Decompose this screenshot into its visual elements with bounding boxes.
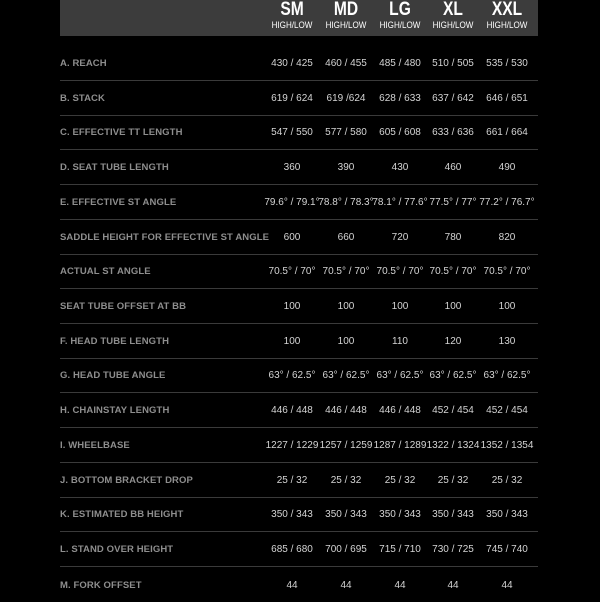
table-row [60,359,538,394]
row-label: G. HEAD TUBE ANGLE [60,370,166,382]
table-cell: 44 [340,579,352,591]
size-column-md [319,0,373,31]
table-cell: 1322 / 1324 [426,439,480,451]
table-row [60,36,538,81]
size-column-xl [426,0,480,31]
table-cell: 1352 / 1354 [480,439,534,451]
row-label: I. WHEELBASE [60,439,130,451]
table-cell: 100 [283,335,301,347]
table-row [60,150,538,185]
table-cell: 1287 / 1289 [373,439,427,451]
table-cell: 1257 / 1259 [319,439,373,451]
table-cell: 100 [391,301,409,313]
geometry-table [60,0,538,602]
table-row [60,81,538,116]
table-cell: 70.5° / 70° [376,266,424,278]
table-cell: 452 / 454 [486,405,528,417]
table-cell: 63° / 62.5° [268,370,316,382]
table-cell: 350 / 343 [432,509,474,521]
table-cell: 63° / 62.5° [376,370,424,382]
table-cell: 446 / 448 [325,405,367,417]
table-cell: 600 [283,231,301,243]
table-row [60,255,538,290]
table-row [60,220,538,255]
row-label: E. EFFECTIVE ST ANGLE [60,196,177,208]
table-row [60,463,538,498]
row-label: SEAT TUBE OFFSET AT BB [60,301,187,313]
table-cell: 446 / 448 [379,405,421,417]
table-cell: 490 [498,162,516,174]
table-cell: 78.8° / 78.3° [318,196,374,208]
table-cell: 130 [498,335,516,347]
table-cell: 77.2° / 76.7° [479,196,535,208]
row-label: M. FORK OFFSET [60,579,142,591]
table-cell: 63° / 62.5° [483,370,531,382]
table-cell: 780 [444,231,462,243]
table-cell: 78.1° / 77.6° [372,196,428,208]
table-cell: 25 / 32 [384,474,416,486]
table-cell: 460 / 455 [325,58,367,69]
table-cell: 446 / 448 [271,405,313,417]
table-cell: 628 / 633 [379,92,421,104]
table-cell: 100 [444,301,462,313]
row-label: L. STAND OVER HEIGHT [60,544,174,556]
table-cell: 79.6° / 79.1° [264,196,320,208]
table-cell: 70.5° / 70° [322,266,370,278]
row-label: C. EFFECTIVE TT LENGTH [60,127,183,139]
table-cell: 350 / 343 [486,509,528,521]
table-cell: 25 / 32 [330,474,362,486]
row-label: F. HEAD TUBE LENGTH [60,335,170,347]
table-cell: 25 / 32 [276,474,308,486]
table-cell: 452 / 454 [432,405,474,417]
size-name: MD [333,0,359,20]
table-cell: 1227 / 1229 [265,439,319,451]
table-cell: 70.5° / 70° [268,266,316,278]
table-cell: 535 / 530 [486,58,528,69]
row-label: ACTUAL ST ANGLE [60,266,151,278]
table-cell: 660 [337,231,355,243]
table-cell: 661 / 664 [486,127,528,139]
table-cell: 350 / 343 [325,509,367,521]
table-cell: 633 / 636 [432,127,474,139]
table-row [60,289,538,324]
table-row [60,324,538,359]
table-row [60,567,538,602]
table-row [60,532,538,567]
size-subtitle: HIGH/LOW [486,20,528,31]
geometry-rows [60,36,538,602]
size-column-sm [265,0,319,31]
table-cell: 685 / 680 [271,544,313,556]
table-cell: 510 / 505 [432,58,474,69]
table-cell: 77.5° / 77° [429,196,477,208]
size-header [60,0,538,36]
size-name: XL [443,0,463,20]
table-cell: 100 [283,301,301,313]
table-cell: 730 / 725 [432,544,474,556]
table-cell: 700 / 695 [325,544,367,556]
table-cell: 25 / 32 [491,474,523,486]
table-cell: 110 [392,335,408,347]
size-name: LG [389,0,411,20]
table-cell: 577 / 580 [325,127,367,139]
table-row [60,498,538,533]
table-cell: 100 [337,335,355,347]
row-label: D. SEAT TUBE LENGTH [60,162,169,174]
table-cell: 25 / 32 [437,474,469,486]
table-cell: 715 / 710 [379,544,421,556]
size-subtitle: HIGH/LOW [379,20,421,31]
table-cell: 360 [283,162,301,174]
size-column-lg [373,0,427,31]
table-cell: 350 / 343 [379,509,421,521]
table-cell: 820 [498,231,516,243]
table-cell: 646 / 651 [486,92,528,104]
table-cell: 547 / 550 [271,127,313,139]
table-cell: 120 [444,335,462,347]
table-cell: 44 [286,579,298,591]
table-row [60,116,538,151]
table-cell: 70.5° / 70° [429,266,477,278]
size-name: XXL [491,0,523,20]
row-label: J. BOTTOM BRACKET DROP [60,474,193,486]
table-cell: 44 [501,579,513,591]
table-cell: 745 / 740 [486,544,528,556]
table-cell: 430 / 425 [271,58,313,69]
size-name: SM [280,0,304,20]
table-cell: 63° / 62.5° [429,370,477,382]
table-cell: 430 [391,162,409,174]
size-subtitle: HIGH/LOW [432,20,474,31]
table-cell: 63° / 62.5° [322,370,370,382]
size-subtitle: HIGH/LOW [271,20,313,31]
table-cell: 720 [391,231,409,243]
row-label: K. ESTIMATED BB HEIGHT [60,509,184,521]
size-subtitle: HIGH/LOW [325,20,367,31]
table-cell: 619 /624 [326,92,366,104]
row-label: B. STACK [60,92,105,104]
table-row [60,393,538,428]
table-cell: 637 / 642 [432,92,474,104]
table-cell: 100 [337,301,355,313]
table-cell: 485 / 480 [379,58,421,69]
table-cell: 390 [337,162,355,174]
table-row [60,185,538,220]
row-label: SADDLE HEIGHT FOR EFFECTIVE ST ANGLE [60,231,270,243]
row-label: A. REACH [60,58,107,69]
table-cell: 350 / 343 [271,509,313,521]
table-cell: 70.5° / 70° [483,266,531,278]
table-cell: 44 [394,579,406,591]
size-column-xxl [480,0,534,31]
table-row [60,428,538,463]
table-cell: 100 [498,301,516,313]
table-cell: 619 / 624 [271,92,313,104]
table-cell: 44 [447,579,459,591]
row-label: H. CHAINSTAY LENGTH [60,405,170,417]
table-cell: 460 [444,162,462,174]
table-cell: 605 / 608 [379,127,421,139]
